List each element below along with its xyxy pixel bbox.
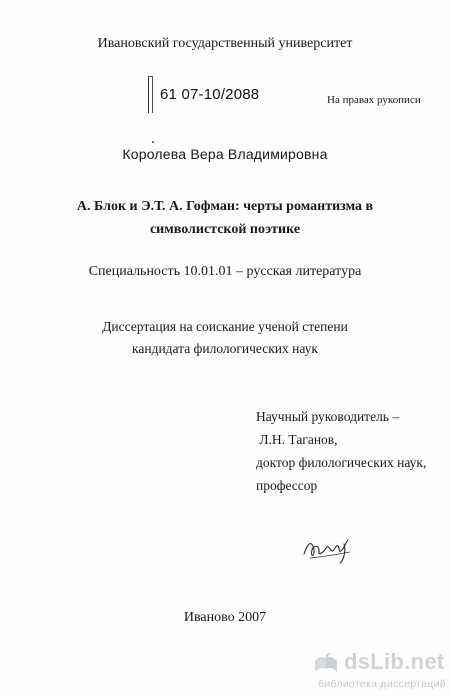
manuscript-rights-note: На правах рукописи xyxy=(327,94,421,106)
degree-line-1: Диссертация на соискание ученой степени xyxy=(102,319,348,334)
book-leaf-icon xyxy=(312,652,340,680)
registry-number: 61 07-10/2088 xyxy=(160,86,260,103)
author-name: Королева Вера Владимировна xyxy=(122,146,328,162)
ink-speck xyxy=(152,141,154,143)
degree-statement xyxy=(0,316,450,360)
dissertation-title xyxy=(0,195,450,241)
stamp-bracket xyxy=(148,76,153,113)
city-year: Иваново 2007 xyxy=(183,610,267,625)
supervisor-line-4: профессор xyxy=(256,478,318,493)
specialty-line: Специальность 10.01.01 – русская литература xyxy=(88,264,362,279)
watermark-subtitle: библиотека диссертаций xyxy=(318,678,446,690)
degree-line-2: кандидата филологических наук xyxy=(132,341,318,356)
supervisor-line-3: доктор филологических наук, xyxy=(256,455,427,470)
watermark-brand: dsLib.net xyxy=(344,649,445,674)
supervisor-line-1: Научный руководитель – xyxy=(256,409,400,424)
university-name: Ивановский государственный университет xyxy=(97,36,353,51)
handwritten-signature-icon xyxy=(300,530,360,566)
watermark xyxy=(312,648,450,692)
supervisor-line-2: Л.Н. Таганов, xyxy=(256,432,338,447)
title-line-2: символистской поэтике xyxy=(149,222,301,237)
supervisor-block xyxy=(256,405,426,497)
title-line-1: А. Блок и Э.Т. А. Гофман: черты романтизма в xyxy=(76,199,374,214)
